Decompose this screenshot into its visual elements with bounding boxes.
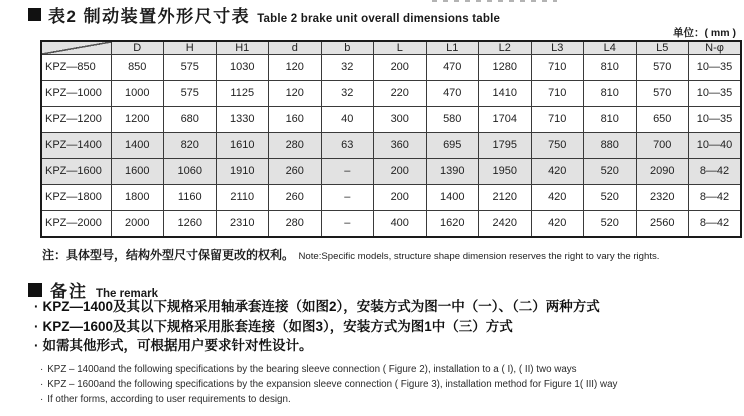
value-cell: 120	[269, 55, 322, 81]
value-cell: 650	[636, 106, 689, 132]
value-cell: 10—35	[689, 55, 742, 81]
value-cell: 1000	[111, 80, 164, 106]
bullet-dot-icon: ·	[34, 318, 39, 334]
model-cell: KPZ—2000	[41, 210, 111, 237]
value-cell: 63	[321, 132, 374, 158]
value-cell: 1260	[164, 210, 217, 237]
value-cell: 2120	[479, 184, 532, 210]
value-cell: 1410	[479, 80, 532, 106]
bullet-dot-icon: ·	[40, 394, 44, 405]
value-cell: 1400	[426, 184, 479, 210]
value-cell: 1390	[426, 158, 479, 184]
remark-bullet-item	[34, 317, 600, 337]
column-header: D	[111, 41, 164, 55]
value-cell: 420	[531, 158, 584, 184]
column-header: L2	[479, 41, 532, 55]
value-cell: 32	[321, 80, 374, 106]
value-cell: 2000	[111, 210, 164, 237]
model-cell: KPZ—1000	[41, 80, 111, 106]
value-cell: 1160	[164, 184, 217, 210]
value-cell: 850	[111, 55, 164, 81]
value-cell: 280	[269, 132, 322, 158]
value-cell: 1280	[479, 55, 532, 81]
value-cell: 10—40	[689, 132, 742, 158]
remark-heading-cn: 备注	[50, 282, 88, 301]
remark-bullet-text: KPZ—1400及其以下规格采用轴承套连接（如图2），安装方式为图一中（一）、（二）两种方式	[42, 299, 600, 314]
value-cell: 10—35	[689, 80, 742, 106]
value-cell: 750	[531, 132, 584, 158]
value-cell: 160	[269, 106, 322, 132]
column-header: H1	[216, 41, 269, 55]
section-marker-icon	[28, 8, 41, 21]
value-cell: 1950	[479, 158, 532, 184]
bullet-dot-icon: ·	[40, 364, 44, 375]
remark-bullet-item	[40, 377, 617, 392]
table-row	[41, 132, 741, 158]
bullet-dot-icon: ·	[34, 299, 39, 314]
value-cell: 520	[584, 158, 637, 184]
value-cell: 575	[164, 55, 217, 81]
value-cell: 1610	[216, 132, 269, 158]
remark-bullets-cn	[34, 297, 600, 356]
section-marker-icon	[28, 283, 42, 297]
value-cell: 700	[636, 132, 689, 158]
table-row	[41, 80, 741, 106]
value-cell: 1060	[164, 158, 217, 184]
value-cell: 2110	[216, 184, 269, 210]
value-cell: 1795	[479, 132, 532, 158]
column-header: b	[321, 41, 374, 55]
value-cell: 470	[426, 55, 479, 81]
value-cell: 810	[584, 55, 637, 81]
remark-bullet-item	[40, 392, 617, 407]
value-cell: 400	[374, 210, 427, 237]
remark-bullet-item	[40, 362, 617, 377]
value-cell: 2320	[636, 184, 689, 210]
value-cell: 575	[164, 80, 217, 106]
value-cell: 200	[374, 184, 427, 210]
model-cell: KPZ—1400	[41, 132, 111, 158]
model-cell: KPZ—1800	[41, 184, 111, 210]
value-cell: 1200	[111, 106, 164, 132]
column-header: N-φ	[689, 41, 742, 55]
value-cell: 8—42	[689, 210, 742, 237]
value-cell: 420	[531, 184, 584, 210]
remark-bullet-item	[34, 336, 600, 356]
remark-bullet-item	[34, 297, 600, 317]
value-cell: 220	[374, 80, 427, 106]
value-cell: 1600	[111, 158, 164, 184]
table-row	[41, 158, 741, 184]
value-cell: 810	[584, 106, 637, 132]
column-header: L	[374, 41, 427, 55]
value-cell: 1620	[426, 210, 479, 237]
table2-title	[28, 2, 500, 27]
value-cell: 2310	[216, 210, 269, 237]
model-cell: KPZ—850	[41, 55, 111, 81]
value-cell: 300	[374, 106, 427, 132]
table2-title-cn: 表2 制动装置外形尺寸表	[48, 7, 251, 26]
value-cell: 710	[531, 80, 584, 106]
value-cell: 570	[636, 55, 689, 81]
diagonal-divider	[42, 42, 111, 54]
note-text-en: Note:Specific models, structure shape dimension reserves the right to vary the rights.	[298, 251, 660, 262]
value-cell: 1800	[111, 184, 164, 210]
bullet-dot-icon: ·	[34, 338, 39, 353]
value-cell: –	[321, 158, 374, 184]
column-header: L4	[584, 41, 637, 55]
value-cell: 120	[269, 80, 322, 106]
column-header: L5	[636, 41, 689, 55]
column-header: d	[269, 41, 322, 55]
remark-bullets-en	[40, 362, 617, 407]
remark-bullet-text: If other forms, according to user requirements to design.	[47, 394, 291, 405]
model-cell: KPZ—1200	[41, 106, 111, 132]
table-row	[41, 55, 741, 81]
value-cell: 470	[426, 80, 479, 106]
note-text-cn: 注：具体型号，结构外型尺寸保留更改的权利。	[42, 248, 295, 262]
value-cell: 40	[321, 106, 374, 132]
column-header: H	[164, 41, 217, 55]
table-row	[41, 184, 741, 210]
note-line	[42, 246, 659, 264]
value-cell: 520	[584, 210, 637, 237]
value-cell: 200	[374, 158, 427, 184]
value-cell: 880	[584, 132, 637, 158]
value-cell: 810	[584, 80, 637, 106]
table-header-row	[41, 41, 741, 55]
model-cell: KPZ—1600	[41, 158, 111, 184]
column-header: L3	[531, 41, 584, 55]
value-cell: 2420	[479, 210, 532, 237]
value-cell: 1400	[111, 132, 164, 158]
value-cell: 10—35	[689, 106, 742, 132]
value-cell: 280	[269, 210, 322, 237]
remark-bullet-text: 如需其他形式，可根据用户要求针对性设计。	[42, 338, 313, 353]
unit-label: 单位：( mm )	[673, 27, 736, 39]
value-cell: 420	[531, 210, 584, 237]
remark-heading-en: The remark	[96, 288, 159, 300]
value-cell: 260	[269, 158, 322, 184]
table-row	[41, 210, 741, 237]
corner-diagonal-cell	[41, 41, 111, 55]
value-cell: 200	[374, 55, 427, 81]
value-cell: 580	[426, 106, 479, 132]
value-cell: 1704	[479, 106, 532, 132]
value-cell: 8—42	[689, 158, 742, 184]
value-cell: 2090	[636, 158, 689, 184]
value-cell: 2560	[636, 210, 689, 237]
table-body	[41, 55, 741, 238]
value-cell: 1030	[216, 55, 269, 81]
value-cell: 1910	[216, 158, 269, 184]
value-cell: –	[321, 210, 374, 237]
value-cell: 570	[636, 80, 689, 106]
table-row	[41, 106, 741, 132]
value-cell: –	[321, 184, 374, 210]
bullet-dot-icon: ·	[40, 379, 44, 390]
value-cell: 820	[164, 132, 217, 158]
value-cell: 1125	[216, 80, 269, 106]
value-cell: 680	[164, 106, 217, 132]
remark-bullet-text: KPZ—1600及其以下规格采用胀套连接（如图3），安装方式为图1中（三）方式	[42, 318, 513, 334]
value-cell: 1330	[216, 106, 269, 132]
value-cell: 8—42	[689, 184, 742, 210]
table2-title-en: Table 2 brake unit overall dimensions table	[257, 13, 501, 25]
value-cell: 32	[321, 55, 374, 81]
value-cell: 710	[531, 55, 584, 81]
dimensions-table	[40, 40, 742, 238]
value-cell: 360	[374, 132, 427, 158]
column-header: L1	[426, 41, 479, 55]
value-cell: 695	[426, 132, 479, 158]
value-cell: 710	[531, 106, 584, 132]
remark-bullet-text: KPZ – 1600and the following specifications by the expansion sleeve connection ( Figure 3), installation method for Figure 1( III) way	[47, 379, 618, 390]
remark-bullet-text: KPZ – 1400and the following specifications by the bearing sleeve connection ( Figure 2), installation to a ( I), ( II) two ways	[47, 364, 577, 375]
value-cell: 520	[584, 184, 637, 210]
value-cell: 260	[269, 184, 322, 210]
